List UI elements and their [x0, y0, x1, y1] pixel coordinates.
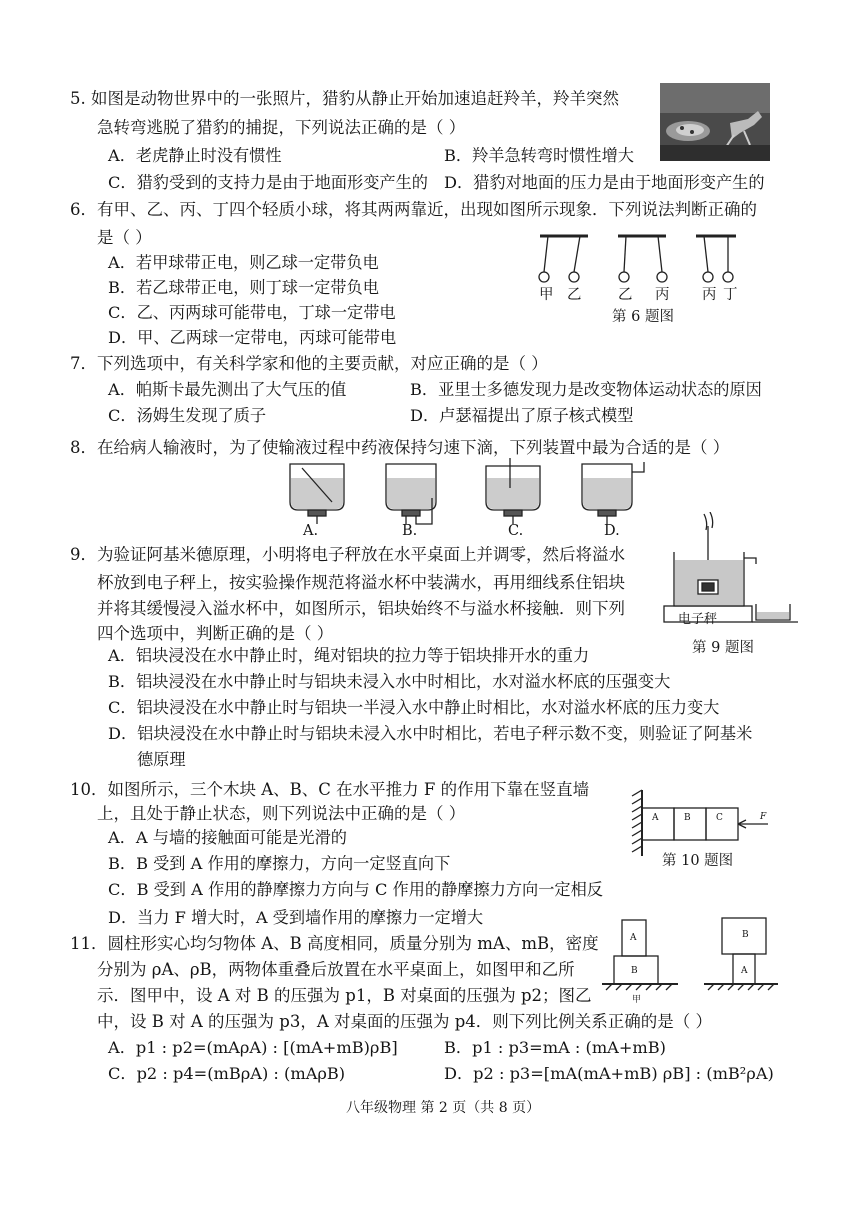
- q6-caption: 第 6 题图: [612, 309, 674, 325]
- q10-option-a: A．A 与墙的接触面可能是光滑的: [108, 828, 347, 847]
- q11-jia-bottom-label: B: [631, 966, 638, 976]
- q8-label-d: D.: [604, 523, 620, 539]
- q10-option-c: C．B 受到 A 作用的静摩擦力方向与 C 作用的静摩擦力方向一定相反: [108, 880, 603, 899]
- q6-label-ding: 丁: [723, 287, 738, 303]
- q5-option-b: B．羚羊急转弯时惯性增大: [444, 146, 634, 165]
- page-footer: 八年级物理 第 2 页（共 8 页）: [346, 1100, 541, 1116]
- q10-force-label: F: [760, 812, 767, 822]
- q6-option-d: D．甲、乙两球一定带电，丙球可能带电: [108, 328, 397, 347]
- q9-scale-label: 电子秤: [678, 612, 718, 627]
- q11-stem-line4: 中，设 B 对 A 的压强为 p3，A 对桌面的压强为 p4．则下列比例关系正确的是（ ）: [97, 1012, 713, 1031]
- q10-block-c: C: [716, 813, 723, 823]
- q10-option-b: B．B 受到 A 作用的摩擦力，方向一定竖直向下: [108, 854, 451, 873]
- q6-label-bing-2: 丙: [702, 287, 717, 303]
- q9-stem-line4: 四个选项中，判断正确的是（ ）: [97, 624, 334, 643]
- q6-option-b: B．若乙球带正电，则丁球一定带负电: [108, 278, 379, 297]
- q11-stem-line2: 分别为 ρA、ρB，两物体重叠后放置在水平桌面上，如图甲和乙所: [97, 960, 575, 979]
- q8-stem: 8．在给病人输液时，为了使输液过程中药液保持匀速下滴，下列装置中最为合适的是（ ）: [70, 438, 730, 457]
- q6-label-yi-2: 乙: [618, 287, 633, 303]
- q7-stem: 7．下列选项中，有关科学家和他的主要贡献，对应正确的是（ ）: [70, 354, 548, 373]
- q11-yi-bottom-label: A: [741, 966, 748, 976]
- q11-yi-top-label: B: [742, 930, 749, 940]
- q9-option-d-line2: 德原理: [137, 750, 186, 769]
- q5-photo-cheetah-antelope: [660, 83, 770, 161]
- q10-stem-line1: 10．如图所示，三个木块 A、B、C 在水平推力 F 的作用下靠在竖直墙: [70, 780, 590, 799]
- q10-stem-line2: 上，且处于静止状态，则下列说法中正确的是（ ）: [97, 804, 466, 823]
- q6-label-jia: 甲: [539, 287, 554, 303]
- q11-option-d: D．p2 : p3=[mA(mA+mB) ρB] : (mB²ρA): [444, 1064, 774, 1083]
- q7-option-c: C．汤姆生发现了质子: [108, 406, 267, 425]
- q10-block-a: A: [652, 813, 659, 823]
- q8-label-a: A.: [303, 523, 319, 539]
- q10-figure-blocks-wall: [628, 786, 778, 858]
- q11-fig-label-jia: 甲: [632, 995, 642, 1005]
- q11-figure-stacked-cylinders: [600, 912, 780, 992]
- q9-stem-line2: 杯放到电子秤上，按实验操作规范将溢水杯中装满水，再用细线系住铝块: [97, 573, 625, 592]
- q5-option-c: C．猎豹受到的支持力是由于地面形变产生的: [108, 173, 428, 192]
- q5-stem-line2: 急转弯逃脱了猎豹的捕捉，下列说法正确的是（ ）: [97, 118, 466, 137]
- q10-option-d: D．当力 F 增大时，A 受到墙作用的摩擦力一定增大: [108, 908, 484, 927]
- q6-stem-line2: 是（ ）: [97, 228, 152, 247]
- q8-label-c: C.: [508, 523, 524, 539]
- q6-label-bing-1: 丙: [655, 287, 670, 303]
- q10-block-b: B: [684, 813, 691, 823]
- q11-stem-line1: 11．圆柱形实心均匀物体 A、B 高度相同，质量分别为 mA、mB，密度: [70, 934, 599, 953]
- q9-stem-line1: 9．为验证阿基米德原理，小明将电子秤放在水平桌面上并调零，然后将溢水: [70, 545, 625, 564]
- q6-stem-line1: 6．有甲、乙、丙、丁四个轻质小球，将其两两靠近，出现如图所示现象．下列说法判断正确的: [70, 200, 757, 219]
- q9-option-c: C．铝块浸没在水中静止时与铝块一半浸入水中静止时相比，水对溢水杯底的压力变大: [108, 698, 720, 717]
- q11-jia-top-label: A: [630, 933, 637, 943]
- q7-option-b: B．亚里士多德发现力是改变物体运动状态的原因: [410, 380, 762, 399]
- q9-stem-line3: 并将其缓慢浸入溢水杯中，如图所示，铝块始终不与溢水杯接触．则下列: [97, 599, 625, 618]
- q6-option-a: A．若甲球带正电，则乙球一定带负电: [108, 253, 379, 272]
- q6-option-c: C．乙、丙两球可能带电，丁球一定带电: [108, 303, 396, 322]
- q7-option-a: A．帕斯卡最先测出了大气压的值: [108, 380, 347, 399]
- q9-caption: 第 9 题图: [692, 640, 754, 656]
- q9-option-b: B．铝块浸没在水中静止时与铝块未浸入水中时相比，水对溢水杯底的压强变大: [108, 672, 671, 691]
- q9-option-d-line1: D．铝块浸没在水中静止时与铝块未浸入水中时相比，若电子秤示数不变，则验证了阿基米: [108, 724, 753, 743]
- q5-option-a: A．老虎静止时没有惯性: [108, 146, 282, 165]
- q11-option-b: B．p1 : p3=mA : (mA+mB): [444, 1038, 666, 1057]
- q5-stem-line1: 5. 如图是动物世界中的一张照片，猎豹从静止开始加速追赶羚羊，羚羊突然: [70, 89, 619, 108]
- q8-figure-infusion-bottles: [282, 458, 652, 528]
- q6-label-yi-1: 乙: [567, 287, 582, 303]
- q5-option-d: D．猎豹对地面的压力是由于地面形变产生的: [444, 173, 765, 192]
- q11-stem-line3: 示．图甲中，设 A 对 B 的压强为 p1，B 对桌面的压强为 p2；图乙: [97, 986, 592, 1005]
- q9-option-a: A．铝块浸没在水中静止时，绳对铝块的拉力等于铝块排开水的重力: [108, 646, 590, 665]
- q11-option-a: A．p1 : p2=(mAρA) : [(mA+mB)ρB]: [108, 1038, 398, 1057]
- q7-option-d: D．卢瑟福提出了原子核式模型: [410, 406, 634, 425]
- q10-caption: 第 10 题图: [662, 853, 734, 869]
- q8-label-b: B.: [402, 523, 418, 539]
- q11-option-c: C．p2 : p4=(mBρA) : (mAρB): [108, 1064, 346, 1083]
